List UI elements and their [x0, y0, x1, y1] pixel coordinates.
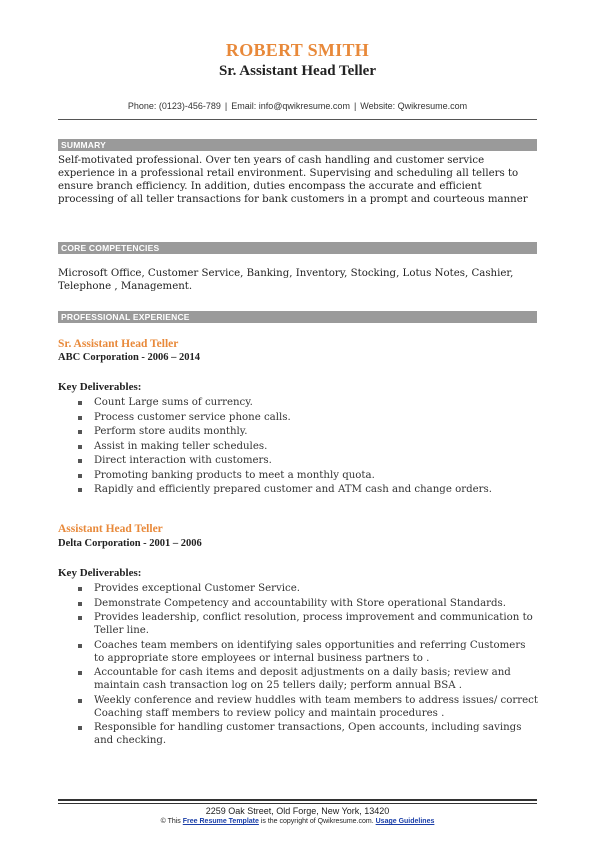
bullet-icon [78, 401, 82, 405]
list-item [58, 694, 538, 720]
deliverables-list [58, 582, 538, 749]
footer-divider [58, 799, 537, 801]
bullet-icon [78, 488, 82, 492]
job-title: Assistant Head Teller [58, 523, 163, 535]
list-item [58, 666, 538, 692]
list-item-text: Coaches team members on identifying sales opportunities and referring Customers to appropriate store employees or internal business partners to . [94, 639, 526, 664]
competencies-text: Microsoft Office, Customer Service, Banking, Inventory, Stocking, Lotus Notes, Cashier, Telephone , Management. [58, 268, 514, 292]
bullet-icon [78, 602, 82, 606]
phone: Phone: (0123)-456-789 [127, 101, 221, 111]
list-item-text: Accountable for cash items and deposit adjustments on a daily basis; review and maintain cash transaction log on 25 tellers daily; perform annual BSA . [94, 667, 511, 691]
header-divider [58, 119, 537, 120]
list-item-text: Weekly conference and review huddles with team members to address issues/ correct Coaching staff members to review policy and maintain procedures . [94, 694, 538, 719]
bullet-icon [78, 616, 82, 620]
bullet-icon [78, 699, 82, 703]
candidate-name: ROBERT SMITH [225, 40, 370, 60]
list-item-text: Provides exceptional Customer Service. [94, 583, 301, 594]
list-item [58, 411, 538, 424]
bullet-icon [78, 587, 82, 591]
separator: | [353, 101, 357, 111]
list-item-text: Direct interaction with customers. [94, 455, 272, 466]
list-item-text: Promoting banking products to meet a monthly quota. [94, 469, 375, 481]
candidate-role: Sr. Assistant Head Teller [219, 63, 376, 79]
summary-text: Self-motivated professional. Over ten years of cash handling and customer service experience in a professional retail environment. Supervising and scheduling all tellers to ensure branch efficiency. In addition, duties encompass the accurate and efficient processing of all teller transactions for bank customers in a prompt and courteous manner [58, 155, 528, 205]
list-item-text: Count Large sums of currency. [94, 397, 253, 408]
list-item [58, 483, 538, 496]
footer-address: 2259 Oak Street, Old Forge, New York, 13420 [205, 806, 390, 816]
usage-guidelines-link[interactable]: Usage Guidelines [375, 818, 435, 825]
list-item-text: Perform store audits monthly. [94, 426, 248, 437]
section-heading-competencies: CORE COMPETENCIES [58, 242, 537, 254]
job-title: Sr. Assistant Head Teller [58, 338, 179, 350]
list-item-text: Process customer service phone calls. [94, 411, 291, 423]
job-company: ABC Corporation - 2006 – 2014 [58, 352, 201, 363]
free-resume-template-link[interactable]: Free Resume Template [182, 818, 259, 825]
separator: | [224, 101, 228, 111]
copyright-prefix: © This [160, 818, 181, 825]
list-item [58, 639, 538, 665]
footer-divider-thin [58, 803, 537, 804]
bullet-icon [78, 430, 82, 434]
bullet-icon [78, 459, 82, 463]
section-heading-experience: PROFESSIONAL EXPERIENCE [58, 311, 537, 323]
list-item [58, 425, 538, 438]
list-item-text: Provides leadership, conflict resolution, process improvement and communication to Teller line. [94, 612, 533, 636]
bullet-icon [78, 671, 82, 675]
bullet-icon [78, 445, 82, 449]
bullet-icon [78, 644, 82, 648]
list-item-text: Assist in making teller schedules. [94, 440, 268, 452]
footer-copyright [0, 818, 595, 825]
deliverables-label: Key Deliverables: [58, 567, 142, 579]
list-item [58, 611, 538, 637]
list-item-text: Responsible for handling customer transactions, Open accounts, including savings and checking. [94, 722, 522, 746]
list-item [58, 396, 538, 409]
section-heading-summary: SUMMARY [58, 139, 537, 151]
job-company: Delta Corporation - 2001 – 2006 [58, 538, 202, 549]
list-item [58, 582, 538, 595]
list-item-text: Rapidly and efficiently prepared customer and ATM cash and change orders. [94, 484, 492, 495]
deliverables-label: Key Deliverables: [58, 381, 142, 393]
list-item [58, 440, 538, 453]
copyright-middle: is the copyright of Qwikresume.com. [260, 818, 374, 825]
website[interactable]: Website: Qwikresume.com [360, 101, 468, 111]
bullet-icon [78, 726, 82, 730]
bullet-icon [78, 474, 82, 478]
deliverables-list [58, 396, 538, 498]
list-item-text: Demonstrate Competency and accountability with Store operational Standards. [94, 597, 507, 609]
list-item [58, 454, 538, 467]
list-item [58, 597, 538, 610]
list-item [58, 721, 538, 747]
email[interactable]: Email: info@qwikresume.com [231, 101, 350, 111]
list-item [58, 469, 538, 482]
contact-line [0, 101, 595, 111]
bullet-icon [78, 416, 82, 420]
